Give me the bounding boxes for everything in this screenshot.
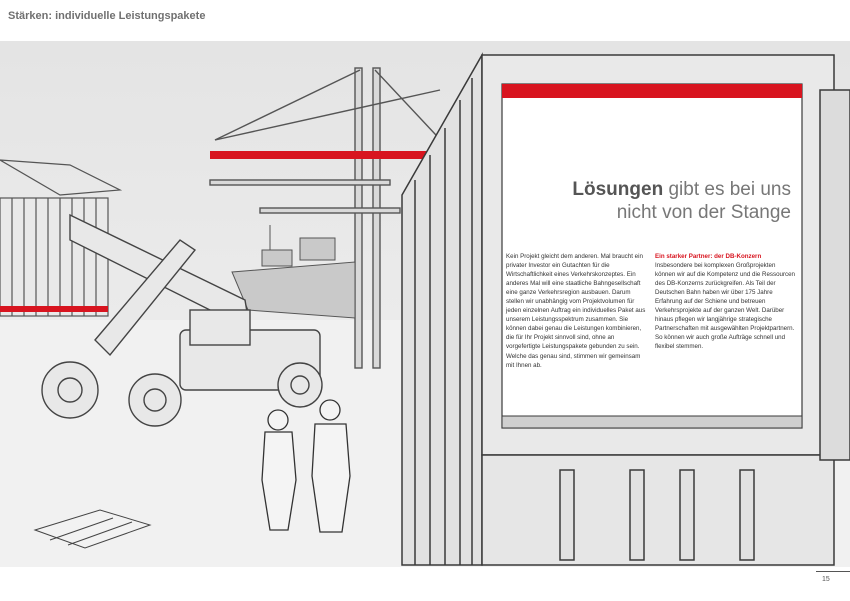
body-text-right-column (655, 252, 795, 352)
body-text-right: Insbesondere bei komplexen Großprojekten können wir auf die Kompetenz und die Ressourcen des DB-Konzerns zurückgreifen. Als Teil der Deutschen Bahn haben wir über 175 Jahre Erfahrung auf der Schiene und betreuen Verkehrsprojekte auf der ganzen Welt. Darüber hinaus pflegen wir langjährige strategische Partnerschaften mit ausgewählten Projektpartnern. So können wir auch große Aufträge schnell und flexibel stemmen. (655, 262, 795, 351)
headline-strong: Lösungen (572, 179, 664, 200)
page-number-rule (816, 571, 850, 572)
page-number: 15 (822, 576, 830, 583)
headline (515, 178, 791, 224)
body-text-left: Kein Projekt gleicht dem anderen. Mal braucht ein privater Investor ein Gutachten für die Wirtschaftlichkeit eines Verkehrskonzeptes. Ein anderes Mal will eine staatliche Bahngesellschaft eine ganze Verkehrsregion ausbauen. Darum stellen wir unabhängig vom Projektvolumen für jeden einzelnen Auftrag ein individuelles Paket aus unserem Leistungsspektrum zusammen. Sie können dabei genau die Leistungen kombinieren, die für Ihr Projekt sinnvoll sind, ohne an vorgefertigte Leistungspakete gebunden zu sein. Welche das genau sind, stimmen wir gemeinsam mit Ihnen ab. (506, 253, 646, 369)
headline-line2: nicht von der Stange (616, 202, 791, 223)
text-panel (505, 100, 801, 418)
subheading-db-konzern: Ein starker Partner: der DB-Konzern (655, 253, 762, 260)
section-title: Stärken: individuelle Leistungspakete (8, 10, 206, 22)
headline-line1-rest: gibt es bei uns (668, 179, 791, 200)
